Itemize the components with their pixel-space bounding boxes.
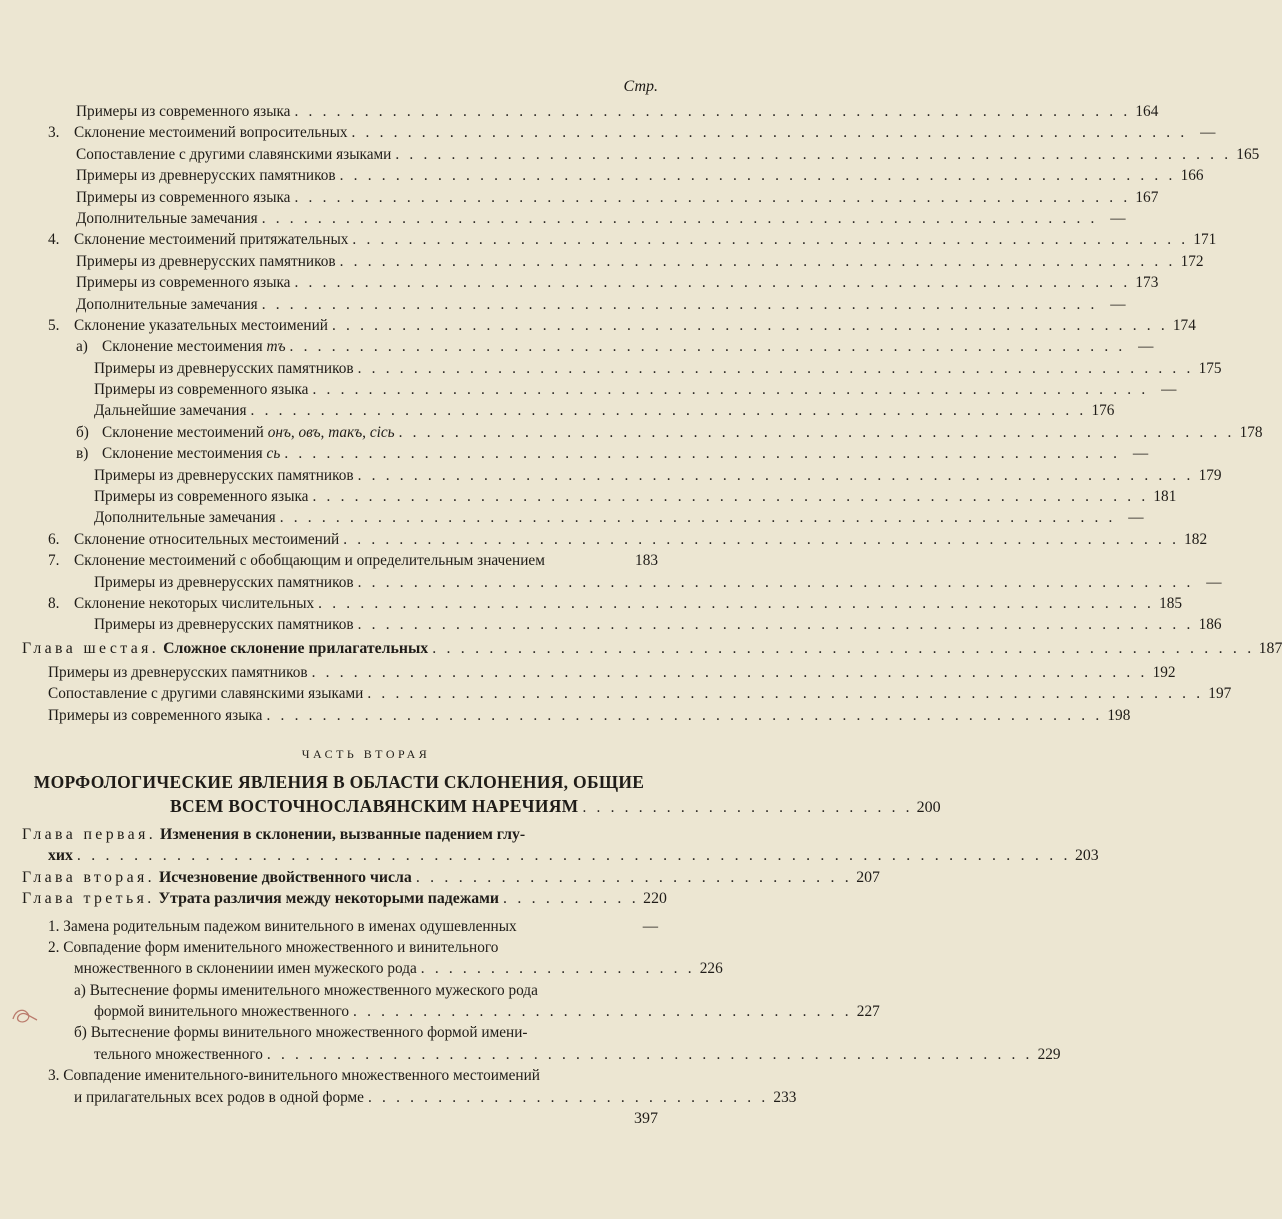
- entry-text: [48, 315, 328, 336]
- leader-dots: . . . . . . . . . . . . . . . . . . . . . . . . . . . . . . . . . . . . . . . . . . . . . . . . . . . . . . . . . .: [432, 639, 1255, 657]
- page-number: 174: [1172, 316, 1196, 334]
- leader-dots: . . . . . . . . . . . . . . . . . . . . . . . . . . . . . . . . . . . . . . . . . . . . . . . . . . . . . . . . . . . .: [357, 359, 1194, 377]
- leader-dots: . . . . . . . . . . . . . . . . . . . . . . . . . . . . . . . . . . . . . . . . . . . . . . . . . . . . . . . . . . . .: [311, 663, 1148, 681]
- chapter-label: Глава первая.: [22, 825, 157, 843]
- page-number: 166: [1180, 167, 1204, 185]
- entry-title: Дополнительные замечания: [94, 509, 276, 527]
- page-number: 179: [1198, 466, 1222, 484]
- entry-title: Сопоставление с другими славянскими языками: [76, 145, 392, 163]
- entry-text: [76, 422, 395, 443]
- page-number: 229: [1037, 1045, 1061, 1063]
- page-number: —: [1206, 573, 1222, 591]
- page-number: 178: [1239, 423, 1263, 441]
- page-number: 182: [1184, 530, 1208, 548]
- leader-dots: . . . . . . . . . . . . . . . . . . . . . . . . . . . . . . . . . . . . . . . . . . . . . . . . . . . . . . . . . . . .: [395, 145, 1232, 163]
- leader-dots: . . . . . . . . . . . . . . . . . . . . . . . . . . . . . . . . . . . . . . . . . . . . . . . . . . . . . . . . . . . .: [357, 616, 1194, 634]
- toc-entry[interactable]: [0, 379, 1177, 400]
- page-number: 176: [1091, 402, 1115, 420]
- entry-number: 3.: [48, 124, 60, 142]
- page-number: 186: [1198, 616, 1222, 634]
- entry-text: 2. Совпадение форм именительного множественного и винительного: [48, 938, 499, 956]
- entry-text: [76, 187, 290, 208]
- leader-dots: . . . . . . . . . . . . . . . . . . . . . . . . . . . . . . . . . . . . . . . . . . . . . . . . . . . . . . . . . . . .: [339, 167, 1176, 185]
- leader-dots: . . . . . . . . . . . . . . . . . . . . . . . . . . . . . . . . . . . . . . . . . . . . . . . . . . . . . . . . . . . .: [343, 530, 1180, 548]
- page-number: —: [1110, 209, 1126, 227]
- toc-entry[interactable]: [0, 572, 1222, 593]
- entry-text: [48, 529, 339, 550]
- page-number: —: [1132, 445, 1149, 463]
- entry-text: [94, 465, 354, 486]
- chapter-title: Изменения в склонении, вызванные падением глу-: [160, 825, 526, 843]
- entry-text: [76, 165, 336, 186]
- toc-entry[interactable]: [0, 705, 1131, 726]
- entry-title: Дополнительные замечания: [76, 209, 258, 227]
- leader-dots: . . . . . . . . . . . . . . . . . . . . . . . . . . . . . . . . . . . . . . . . . . . . . . . . . . . . . . . . . . . .: [318, 594, 1155, 612]
- entry-title: Дополнительные замечания: [76, 295, 258, 313]
- toc-entry[interactable]: [0, 400, 1115, 421]
- entry-title: Примеры из древнерусских памятников: [94, 616, 354, 634]
- page-number: 183: [635, 552, 658, 570]
- page-number: 207: [856, 868, 880, 886]
- entry-title: Склонение местоимений с обобщающим и определительным значением: [74, 552, 545, 570]
- leader-dots: . . . . . . . . . . . . . . . . . . . . . . . . . . . . . . . . . . . . . . . . . . . . . . . . . . . . . . . . . . . .: [357, 466, 1194, 484]
- entry-title: Примеры из современного языка: [94, 488, 309, 506]
- chapter-label: Глава третья.: [22, 890, 155, 908]
- entry-text: [76, 443, 280, 464]
- page-number: —: [1110, 295, 1126, 313]
- page-number: —: [1200, 124, 1216, 142]
- toc-entry[interactable]: [0, 937, 732, 958]
- toc-part2-chapter-3[interactable]: [0, 888, 732, 909]
- leader-dots: . . . . . . . . . . . . . . . . . . . .: [420, 960, 695, 978]
- toc-entry[interactable]: [0, 272, 1159, 293]
- entry-text: [76, 144, 391, 165]
- entry-title: Примеры из древнерусских памятников: [48, 663, 308, 681]
- toc-entry[interactable]: [0, 443, 1149, 464]
- entry-title: Примеры из древнерусских памятников: [94, 466, 354, 484]
- toc-entry[interactable]: [0, 422, 1263, 443]
- leader-dots: . . . . . . . . . . . . . . . . . . . . . . . . . . . . . . . . . . . . . . . . . . . . . . . . . . . . . . . . . . . .: [266, 706, 1103, 724]
- chapter-label: Глава шестая.: [22, 639, 160, 657]
- leader-dots: . . . . . . . . . . . . . . . . . . . . . . . .: [582, 798, 913, 816]
- toc-entry[interactable]: [0, 980, 732, 1001]
- toc-entry[interactable]: [0, 122, 1216, 143]
- entry-title: Склонение относительных местоимений: [74, 530, 340, 548]
- toc-entry[interactable]: [0, 662, 1176, 683]
- page-number: 220: [643, 890, 667, 908]
- entry-text: [48, 705, 262, 726]
- entry-title: Склонение некоторых числительных: [74, 594, 315, 612]
- entry-text: [48, 229, 348, 250]
- entry-title: Примеры из современного языка: [94, 381, 309, 399]
- table-of-contents: [0, 101, 1282, 1108]
- entry-text: [76, 294, 258, 315]
- leader-dots: . . . . . . . . . . . . . . . . . . . . . . . . . . . . . . . . . . . . . . . . . . . . . . . . . . . . . . . . . . . .: [312, 488, 1149, 506]
- page-number: 175: [1198, 359, 1222, 377]
- leader-dots: . . . . . . . . . . . . . . . . . . . . . . . . . . . . . . . . . . . . . . . . . . . . . . . . . . . . . . .: [266, 1045, 1033, 1063]
- entry-number: 6.: [48, 530, 60, 548]
- entry-text: множественного в склонениии имен мужеского рода: [74, 960, 417, 978]
- toc-part2-chapter-1-line-2[interactable]: [0, 845, 1099, 866]
- page-folio-number: 397: [634, 1110, 658, 1127]
- leader-dots: . . . . . . . . . . . . . . . . . . . . . . . . . . . . . . . . . . . . . . . . . . . . . . . . . . . . . . . . . . . .: [398, 423, 1235, 441]
- entry-text: 3. Совпадение именительного-винительного множественного местоимений: [48, 1067, 540, 1085]
- entry-title-italic: сь: [266, 445, 281, 463]
- entry-title: Примеры из современного языка: [76, 103, 291, 120]
- leader-dots: . . . . . . . . . . . . . . . . . . . . . . . . . . . . . . . . . . . . . . . . . . . . . . . . . . . . . . . . . . . .: [312, 381, 1149, 399]
- entry-text: [48, 662, 308, 683]
- page-number: 227: [856, 1003, 880, 1021]
- leader-dots: . . . . . . . . . . . . . . . . . . . . . . . . . . . . . . . . . . . . . . . . . . . . . . . . . . . . . . . . . . . .: [261, 209, 1098, 227]
- entry-title: Примеры из древнерусских памятников: [94, 573, 354, 591]
- entry-title: Склонение местоимений: [102, 423, 268, 441]
- entry-number: 5.: [48, 316, 60, 334]
- page-number: 172: [1180, 252, 1204, 270]
- entry-text: [48, 550, 545, 571]
- entry-title: Склонение местоимений вопросительных: [74, 124, 348, 142]
- leader-dots: . . . . . . . . . . . . . . . . . . . . . . . . . . . . . . . . . . . . . . . . . . . . . . . . . . . . . . . . . . . .: [352, 231, 1189, 249]
- leader-dots: . . . . . . . . . . . . . . . . . . . . . . . . . . . . . . . . . . . . . . . . . . . . . . . . . . . . . . . . . . . .: [357, 573, 1194, 591]
- entry-number: 8.: [48, 594, 60, 612]
- part-label: ЧАСТЬ ВТОРАЯ: [301, 746, 431, 761]
- entry-text: [76, 208, 258, 229]
- page-number: 181: [1153, 488, 1177, 506]
- toc-entry[interactable]: [0, 165, 1204, 186]
- toc-entry-cont[interactable]: [0, 958, 732, 979]
- entry-title: Сопоставление с другими славянскими языками: [48, 685, 364, 703]
- toc-entry[interactable]: [0, 916, 732, 937]
- toc-entry[interactable]: [0, 486, 1177, 507]
- toc-entry[interactable]: [0, 529, 1208, 550]
- entry-text: [48, 593, 314, 614]
- leader-dots: . . . . . . . . . . . . . . . . . . . . . . . . . . . . . . . . . . . . . . . . . . . . . . . . . . . . . . . . . . . .: [284, 445, 1121, 463]
- entry-text: [94, 379, 308, 400]
- chapter-title: Исчезновение двойственного числа: [159, 868, 412, 886]
- entry-title-italic: тъ: [266, 338, 286, 356]
- part-title-text: ВСЕМ ВОСТОЧНОСЛАВЯНСКИМ НАРЕЧИЯМ: [170, 795, 579, 816]
- leader-dots: . . . . . . . . . . . . . . . . . . . . . . . . . . . . .: [367, 1088, 769, 1106]
- toc-entry[interactable]: [0, 208, 1126, 229]
- toc-entry[interactable]: [0, 683, 1232, 704]
- toc-entry[interactable]: [0, 336, 1154, 357]
- chapter-title-cont: хих: [48, 847, 73, 865]
- leader-dots: . . . . . . . . . . . . . . . . . . . . . . . . . . . . . . . . . . . . . . . . . . . . . . . . . . . . . . . . . . . .: [331, 316, 1168, 334]
- toc-entry[interactable]: [0, 294, 1126, 315]
- entry-text: [76, 101, 290, 122]
- leader-dots: . . . . . . . . . . . . . . . . . . . . . . . . . . . . . . . . . . . . . . . . . . . . . . . . . . . . . . . . . . . .: [289, 338, 1126, 356]
- chapter-title: Утрата различия между некоторыми падежами: [158, 890, 500, 908]
- entry-number: в): [76, 445, 89, 463]
- chapter-label: Глава вторая.: [22, 868, 156, 886]
- entry-text: а) Вытеснение формы именительного множественного мужеского рода: [74, 981, 538, 999]
- leader-dots: . . . . . . . . . . . . . . . . . . . . . . . . . . . . . . . . . . . . . . . . . . . . . . . . . . . . . . . . . . . .: [261, 295, 1098, 313]
- leader-dots: . . . . . . . . . . . . . . . . . . . . . . . . . . . . . . .: [415, 868, 852, 886]
- page-number: 164: [1135, 103, 1159, 120]
- toc-chapter-6[interactable]: [0, 636, 1282, 662]
- toc-entry[interactable]: [0, 358, 1222, 379]
- entry-number: 7.: [48, 552, 60, 570]
- leader-dots: . . . . . . . . . . . . . . . . . . . . . . . . . . . . . . . . . . . . . . . . . . . . . . . . . . . . . . . . . . . .: [279, 509, 1116, 527]
- page-column-header: Стр.: [623, 78, 658, 95]
- page-number: 192: [1152, 663, 1176, 681]
- entry-title-italic: онъ, овъ, такъ, сіcь: [267, 423, 395, 441]
- entry-title: Примеры из современного языка: [48, 706, 263, 724]
- part-title-line-1: МОРФОЛОГИЧЕСКИЕ ЯВЛЕНИЯ В ОБЛАСТИ СКЛОНЕНИЯ, ОБЩИЕ: [33, 771, 645, 792]
- entry-text: [94, 358, 354, 379]
- toc-entry[interactable]: [0, 1022, 732, 1043]
- page-number: 185: [1159, 594, 1183, 612]
- page-number: 173: [1135, 274, 1159, 292]
- page-number: —: [1161, 381, 1177, 399]
- entry-text: б) Вытеснение формы винительного множественного формой имени-: [74, 1024, 528, 1042]
- page-number: 226: [699, 960, 723, 978]
- page-number: 233: [773, 1088, 797, 1106]
- page-number: 171: [1193, 231, 1217, 249]
- toc-entry-cont[interactable]: [0, 1001, 880, 1022]
- entry-number: 4.: [48, 231, 60, 249]
- leader-dots: . . . . . . . . . .: [503, 890, 639, 908]
- toc-chapter-6-entries: [0, 662, 1232, 726]
- part-title-line-2[interactable]: [0, 794, 941, 818]
- entry-title: Примеры из древнерусских памятников: [76, 252, 336, 270]
- toc-part2-chapter-1-line-1[interactable]: [0, 824, 732, 845]
- chapter-title: Сложное склонение прилагательных: [163, 639, 429, 657]
- toc-entry[interactable]: [0, 251, 1204, 272]
- toc-entry[interactable]: [0, 465, 1222, 486]
- entry-text: [48, 683, 363, 704]
- entry-text: [76, 251, 336, 272]
- pencil-mark-icon: [10, 1005, 40, 1027]
- entry-text: [76, 272, 290, 293]
- leader-dots: . . . . . . . . . . . . . . . . . . . . . . . . . . . . . . . . . . . . . . . . . . . . . . . . . . . . . . . . . . . . . . . . . . . . . .: [76, 847, 1071, 865]
- page-number: 200: [916, 798, 941, 816]
- entry-title: Склонение местоимений притяжательных: [74, 231, 349, 249]
- entry-text: 1. Замена родительным падежом винительного в именах одушевленных: [48, 917, 517, 935]
- entry-title: Примеры из современного языка: [76, 274, 291, 292]
- page-number: —: [1138, 338, 1154, 356]
- toc-entry[interactable]: [0, 315, 1196, 336]
- entry-number: б): [76, 423, 89, 441]
- entry-text: тельного множественного: [94, 1045, 263, 1063]
- page-number: 187: [1258, 639, 1282, 657]
- entry-text: [94, 614, 354, 635]
- entry-text: и прилагательных всех родов в одной форме: [74, 1088, 364, 1106]
- entry-number: а): [76, 338, 88, 356]
- leader-dots: . . . . . . . . . . . . . . . . . . . . . . . . . . . . . . . . . . . . . . . . . . . . . . . . . . . . . . . . . . . .: [339, 252, 1176, 270]
- toc-entry-cont[interactable]: [0, 1044, 1061, 1065]
- toc-entry[interactable]: [0, 550, 732, 571]
- entry-title: Примеры из современного языка: [76, 188, 291, 206]
- toc-entry[interactable]: [0, 614, 1222, 635]
- entry-text: [94, 400, 247, 421]
- entry-title: Примеры из древнерусских памятников: [94, 359, 354, 377]
- page-number: —: [1128, 509, 1144, 527]
- entry-title: Склонение местоимения: [102, 338, 267, 356]
- page-number: 198: [1107, 706, 1131, 724]
- entry-text: [76, 336, 286, 357]
- leader-dots: . . . . . . . . . . . . . . . . . . . . . . . . . . . . . . . . . . . . . . . . . . . . . . . . . . . . . . . . . . . .: [250, 402, 1087, 420]
- entry-text: формой винительного множественного: [94, 1003, 350, 1021]
- leader-dots: . . . . . . . . . . . . . . . . . . . . . . . . . . . . . . . . . . . . . . . . . . . . . . . . . . . . . . . . . . . .: [367, 685, 1204, 703]
- page-number: 167: [1135, 188, 1159, 206]
- toc-section-part-one: [0, 101, 1263, 636]
- entry-title: Дальнейшие замечания: [94, 402, 247, 420]
- page-number: 165: [1236, 145, 1260, 163]
- entry-title: Склонение местоимения: [102, 445, 267, 463]
- toc-entry[interactable]: [0, 229, 1217, 250]
- leader-dots: . . . . . . . . . . . . . . . . . . . . . . . . . . . . . . . . . . . . . . . . . . . . . . . . . . . . . . . . . . . .: [294, 188, 1131, 206]
- entry-text: [94, 572, 354, 593]
- leader-dots: . . . . . . . . . . . . . . . . . . . . . . . . . . . . . . . . . . . .: [353, 1003, 852, 1021]
- entry-text: [48, 122, 348, 143]
- entry-text: [94, 486, 308, 507]
- toc-part2-chapter-2[interactable]: [0, 867, 880, 888]
- page-number: 197: [1208, 685, 1232, 703]
- entry-title: Примеры из древнерусских памятников: [76, 167, 336, 185]
- leader-dots: . . . . . . . . . . . . . . . . . . . . . . . . . . . . . . . . . . . . . . . . . . . . . . . . . . . . . . . . . . . .: [294, 103, 1131, 120]
- toc-entry[interactable]: [0, 593, 1183, 614]
- toc-entry[interactable]: [0, 1065, 732, 1086]
- leader-dots: . . . . . . . . . . . . . . . . . . . . . . . . . . . . . . . . . . . . . . . . . . . . . . . . . . . . . . . . . . . .: [351, 124, 1188, 142]
- toc-entry[interactable]: [0, 101, 1159, 122]
- toc-entry[interactable]: [0, 144, 1260, 165]
- leader-dots: . . . . . . . . . . . . . . . . . . . . . . . . . . . . . . . . . . . . . . . . . . . . . . . . . . . . . . . . . . . .: [294, 274, 1131, 292]
- toc-entry-cont[interactable]: [0, 1087, 797, 1108]
- page-number: 203: [1074, 847, 1099, 865]
- page-number: —: [642, 917, 658, 935]
- toc-entry[interactable]: [0, 187, 1159, 208]
- entry-title: Склонение указательных местоимений: [74, 316, 328, 334]
- toc-entry[interactable]: [0, 507, 1144, 528]
- entry-text: [94, 507, 276, 528]
